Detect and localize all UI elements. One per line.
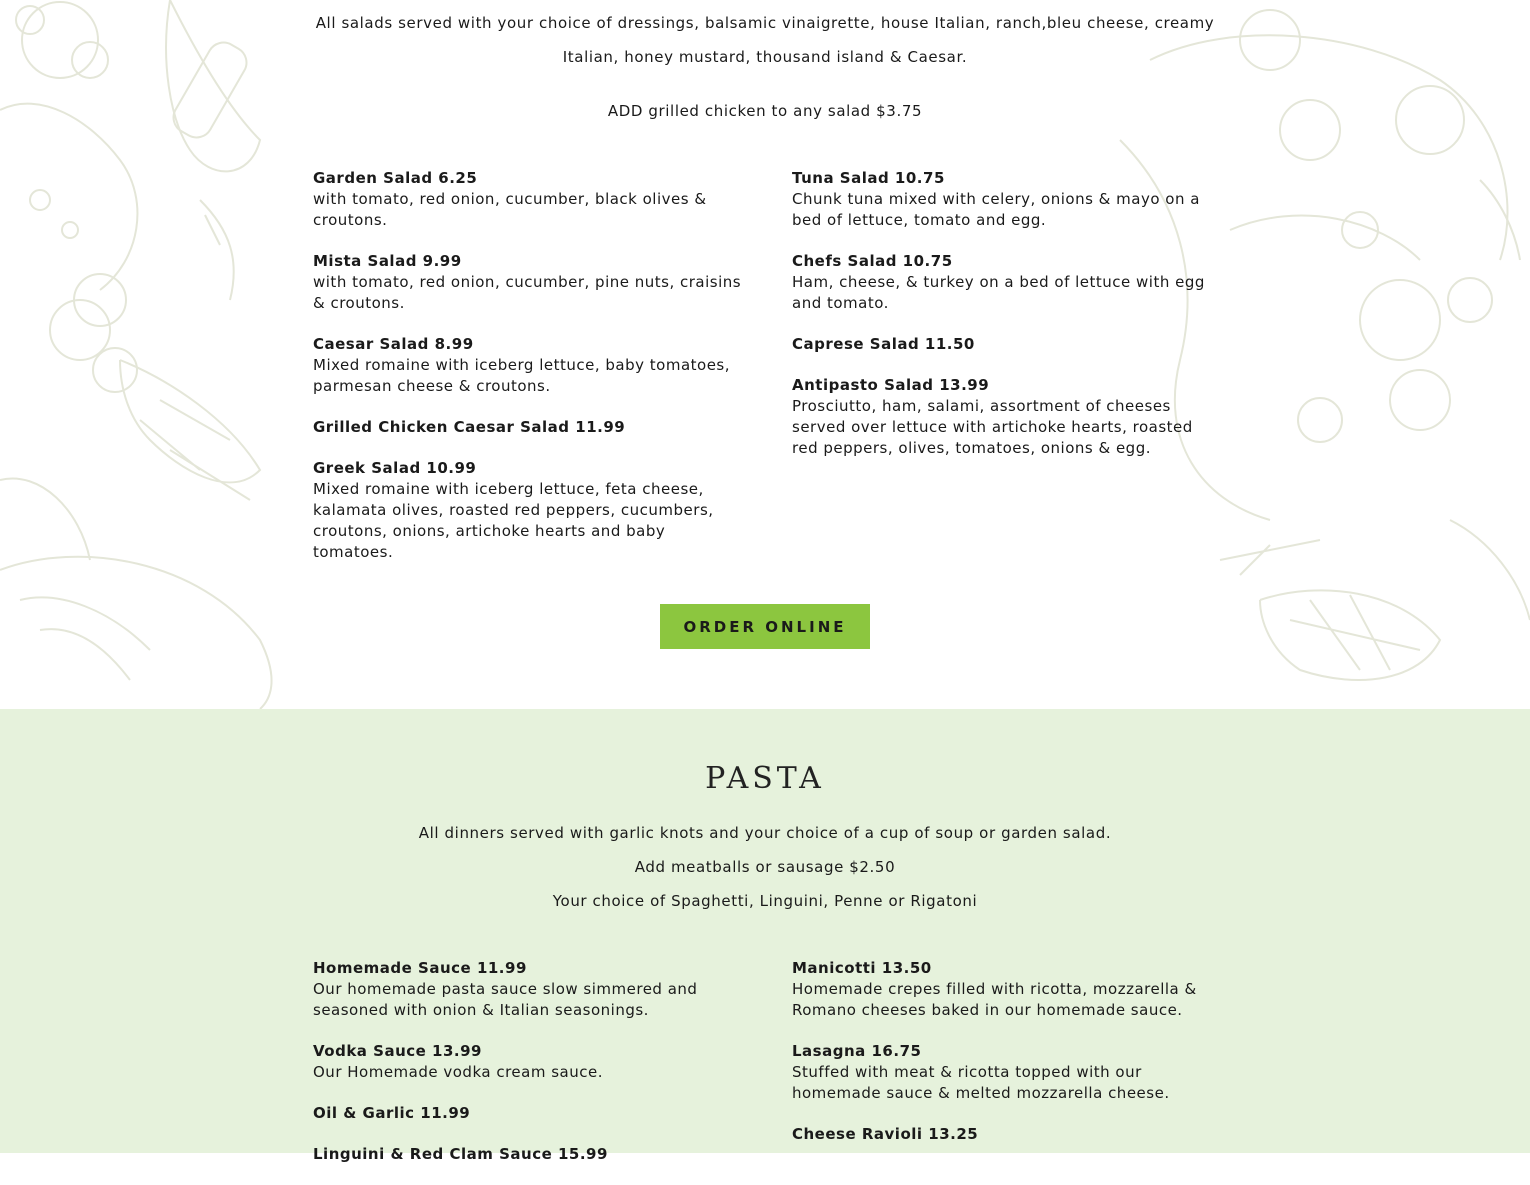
menu-item-name: Oil & Garlic 11.99	[313, 1104, 471, 1122]
menu-item-description: Our Homemade vodka cream sauce.	[313, 1063, 603, 1081]
pasta-notes	[300, 816, 1230, 918]
menu-item	[792, 375, 1222, 459]
pasta-right-column	[792, 958, 1222, 1165]
menu-item	[313, 958, 743, 1021]
order-online-button[interactable]: ORDER ONLINE	[660, 604, 870, 649]
menu-item	[313, 1041, 743, 1083]
menu-item-name: Chefs Salad 10.75	[792, 252, 953, 270]
menu-item-name: Homemade Sauce 11.99	[313, 959, 527, 977]
menu-item-name: Cheese Ravioli 13.25	[792, 1125, 979, 1143]
menu-item-description: Chunk tuna mixed with celery, onions & mayo on a bed of lettuce, tomato and egg.	[792, 190, 1200, 229]
menu-item	[313, 458, 743, 563]
menu-item	[313, 334, 743, 397]
menu-item-name: Vodka Sauce 13.99	[313, 1042, 482, 1060]
menu-item	[792, 168, 1222, 231]
menu-item-name: Grilled Chicken Caesar Salad 11.99	[313, 418, 626, 436]
menu-item-description: Mixed romaine with iceberg lettuce, feta cheese, kalamata olives, roasted red peppers, cucumbers, croutons, onions, artichoke hearts and baby tomatoes.	[313, 480, 714, 561]
menu-item-description: Mixed romaine with iceberg lettuce, baby tomatoes, parmesan cheese & croutons.	[313, 356, 730, 395]
salads-right-column	[792, 168, 1222, 479]
menu-item-description: Ham, cheese, & turkey on a bed of lettuce with egg and tomato.	[792, 273, 1205, 312]
menu-item-description: Prosciutto, ham, salami, assortment of cheeses served over lettuce with artichoke hearts, roasted red peppers, olives, tomatoes, onions & egg.	[792, 397, 1193, 457]
pasta-note-pasta-choice: Your choice of Spaghetti, Linguini, Penne or Rigatoni	[552, 892, 978, 910]
menu-item	[313, 1144, 743, 1165]
menu-item-name: Mista Salad 9.99	[313, 252, 462, 270]
menu-item	[313, 168, 743, 231]
menu-item-description: with tomato, red onion, cucumber, pine nuts, craisins & croutons.	[313, 273, 742, 312]
menu-item-name: Lasagna 16.75	[792, 1042, 922, 1060]
menu-item-name: Garden Salad 6.25	[313, 169, 478, 187]
menu-item	[792, 958, 1222, 1021]
dressing-note	[300, 6, 1230, 74]
pasta-note-soup-salad: All dinners served with garlic knots and your choice of a cup of soup or garden salad.	[418, 824, 1112, 842]
menu-item	[313, 1103, 743, 1124]
salads-left-column	[313, 168, 743, 583]
section-title: PASTA	[705, 761, 825, 796]
add-chicken-note: ADD grilled chicken to any salad $3.75	[607, 102, 923, 120]
menu-item	[792, 251, 1222, 314]
menu-item-name: Antipasto Salad 13.99	[792, 376, 990, 394]
pasta-section	[0, 709, 1530, 1163]
menu-item-name: Linguini & Red Clam Sauce 15.99	[313, 1145, 608, 1163]
menu-item	[792, 334, 1222, 355]
menu-item-description: Our homemade pasta sauce slow simmered and seasoned with onion & Italian seasonings.	[313, 980, 698, 1019]
menu-item-name: Caprese Salad 11.50	[792, 335, 975, 353]
menu-item	[313, 251, 743, 314]
menu-item	[313, 417, 743, 438]
dressing-note-line-1: All salads served with your choice of dressings, balsamic vinaigrette, house Italian, ranch,bleu cheese, creamy	[315, 14, 1215, 32]
menu-item-description: Homemade crepes filled with ricotta, mozzarella & Romano cheeses baked in our homemade sauce.	[792, 980, 1197, 1019]
menu-item-name: Manicotti 13.50	[792, 959, 932, 977]
menu-item-description: Stuffed with meat & ricotta topped with our homemade sauce & melted mozzarella cheese.	[792, 1063, 1170, 1102]
menu-item	[792, 1041, 1222, 1104]
menu-item-description: with tomato, red onion, cucumber, black olives & croutons.	[313, 190, 707, 229]
dressing-note-line-2: Italian, honey mustard, thousand island & Caesar.	[562, 48, 968, 66]
menu-item-name: Caesar Salad 8.99	[313, 335, 474, 353]
menu-item-name: Greek Salad 10.99	[313, 459, 477, 477]
pasta-left-column	[313, 958, 743, 1185]
menu-item-name: Tuna Salad 10.75	[792, 169, 945, 187]
pasta-note-meatballs: Add meatballs or sausage $2.50	[634, 858, 896, 876]
menu-item	[792, 1124, 1222, 1145]
